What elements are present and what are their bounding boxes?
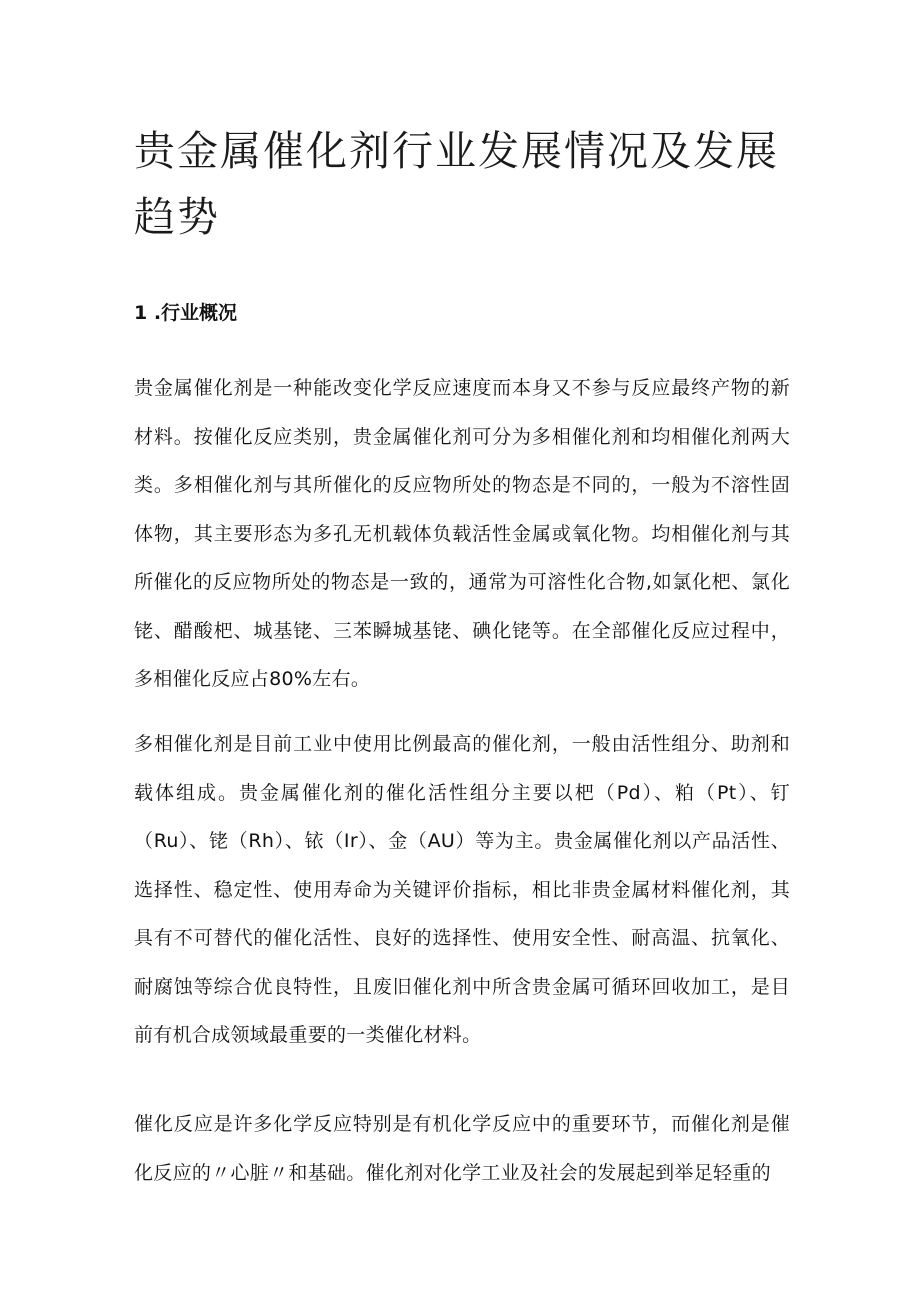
document-title: 贵金属催化剂行业发展情况及发展趋势	[134, 127, 779, 241]
paragraph-catalysis-role: 催化反应是许多化学反应特别是有机化学反应中的重要环节，而催化剂是催化反应的〃心脏〃和基础。催化剂对化学工业及社会的发展起到举足轻重的	[134, 1113, 790, 1184]
section-heading: 1 .行业概况	[134, 302, 238, 324]
paragraph-heterogeneous: 多相催化剂是目前工业中使用比例最高的催化剂，一般由活性组分、助剂和载体组成。贵金属催化剂的催化活性组分主要以杷（Pd）、粕（Pt）、钉（Ru）、铑（Rh）、铱（Ir）、金（AU）等为主。贵金属催化剂以产品活性、选择性、稳定性、使用寿命为关键评价指标，相比非贵金属材料催化剂，其具有不可替代的催化活性、良好的选择性、使用安全性、耐高温、抗氧化、耐腐蚀等综合优良特性，且废旧催化剂中所含贵金属可循环回收加工，是目前有机合成领域最重要的一类催化材料。	[134, 733, 790, 1046]
paragraph-overview: 贵金属催化剂是一种能改变化学反应速度而本身又不参与反应最终产物的新材料。按催化反应类别，贵金属催化剂可分为多相催化剂和均相催化剂两大类。多相催化剂与其所催化的反应物所处的物态是不同的，一般为不溶性固体物，其主要形态为多孔无机载体负载活性金属或氧化物。均相催化剂与其所催化的反应物所处的物态是一致的，通常为可溶性化合物,如氯化杷、氯化铑、醋酸杷、城基铑、三苯瞬城基铑、碘化铑等。在全部催化反应过程中，多相催化反应占80%左右。	[134, 377, 790, 690]
